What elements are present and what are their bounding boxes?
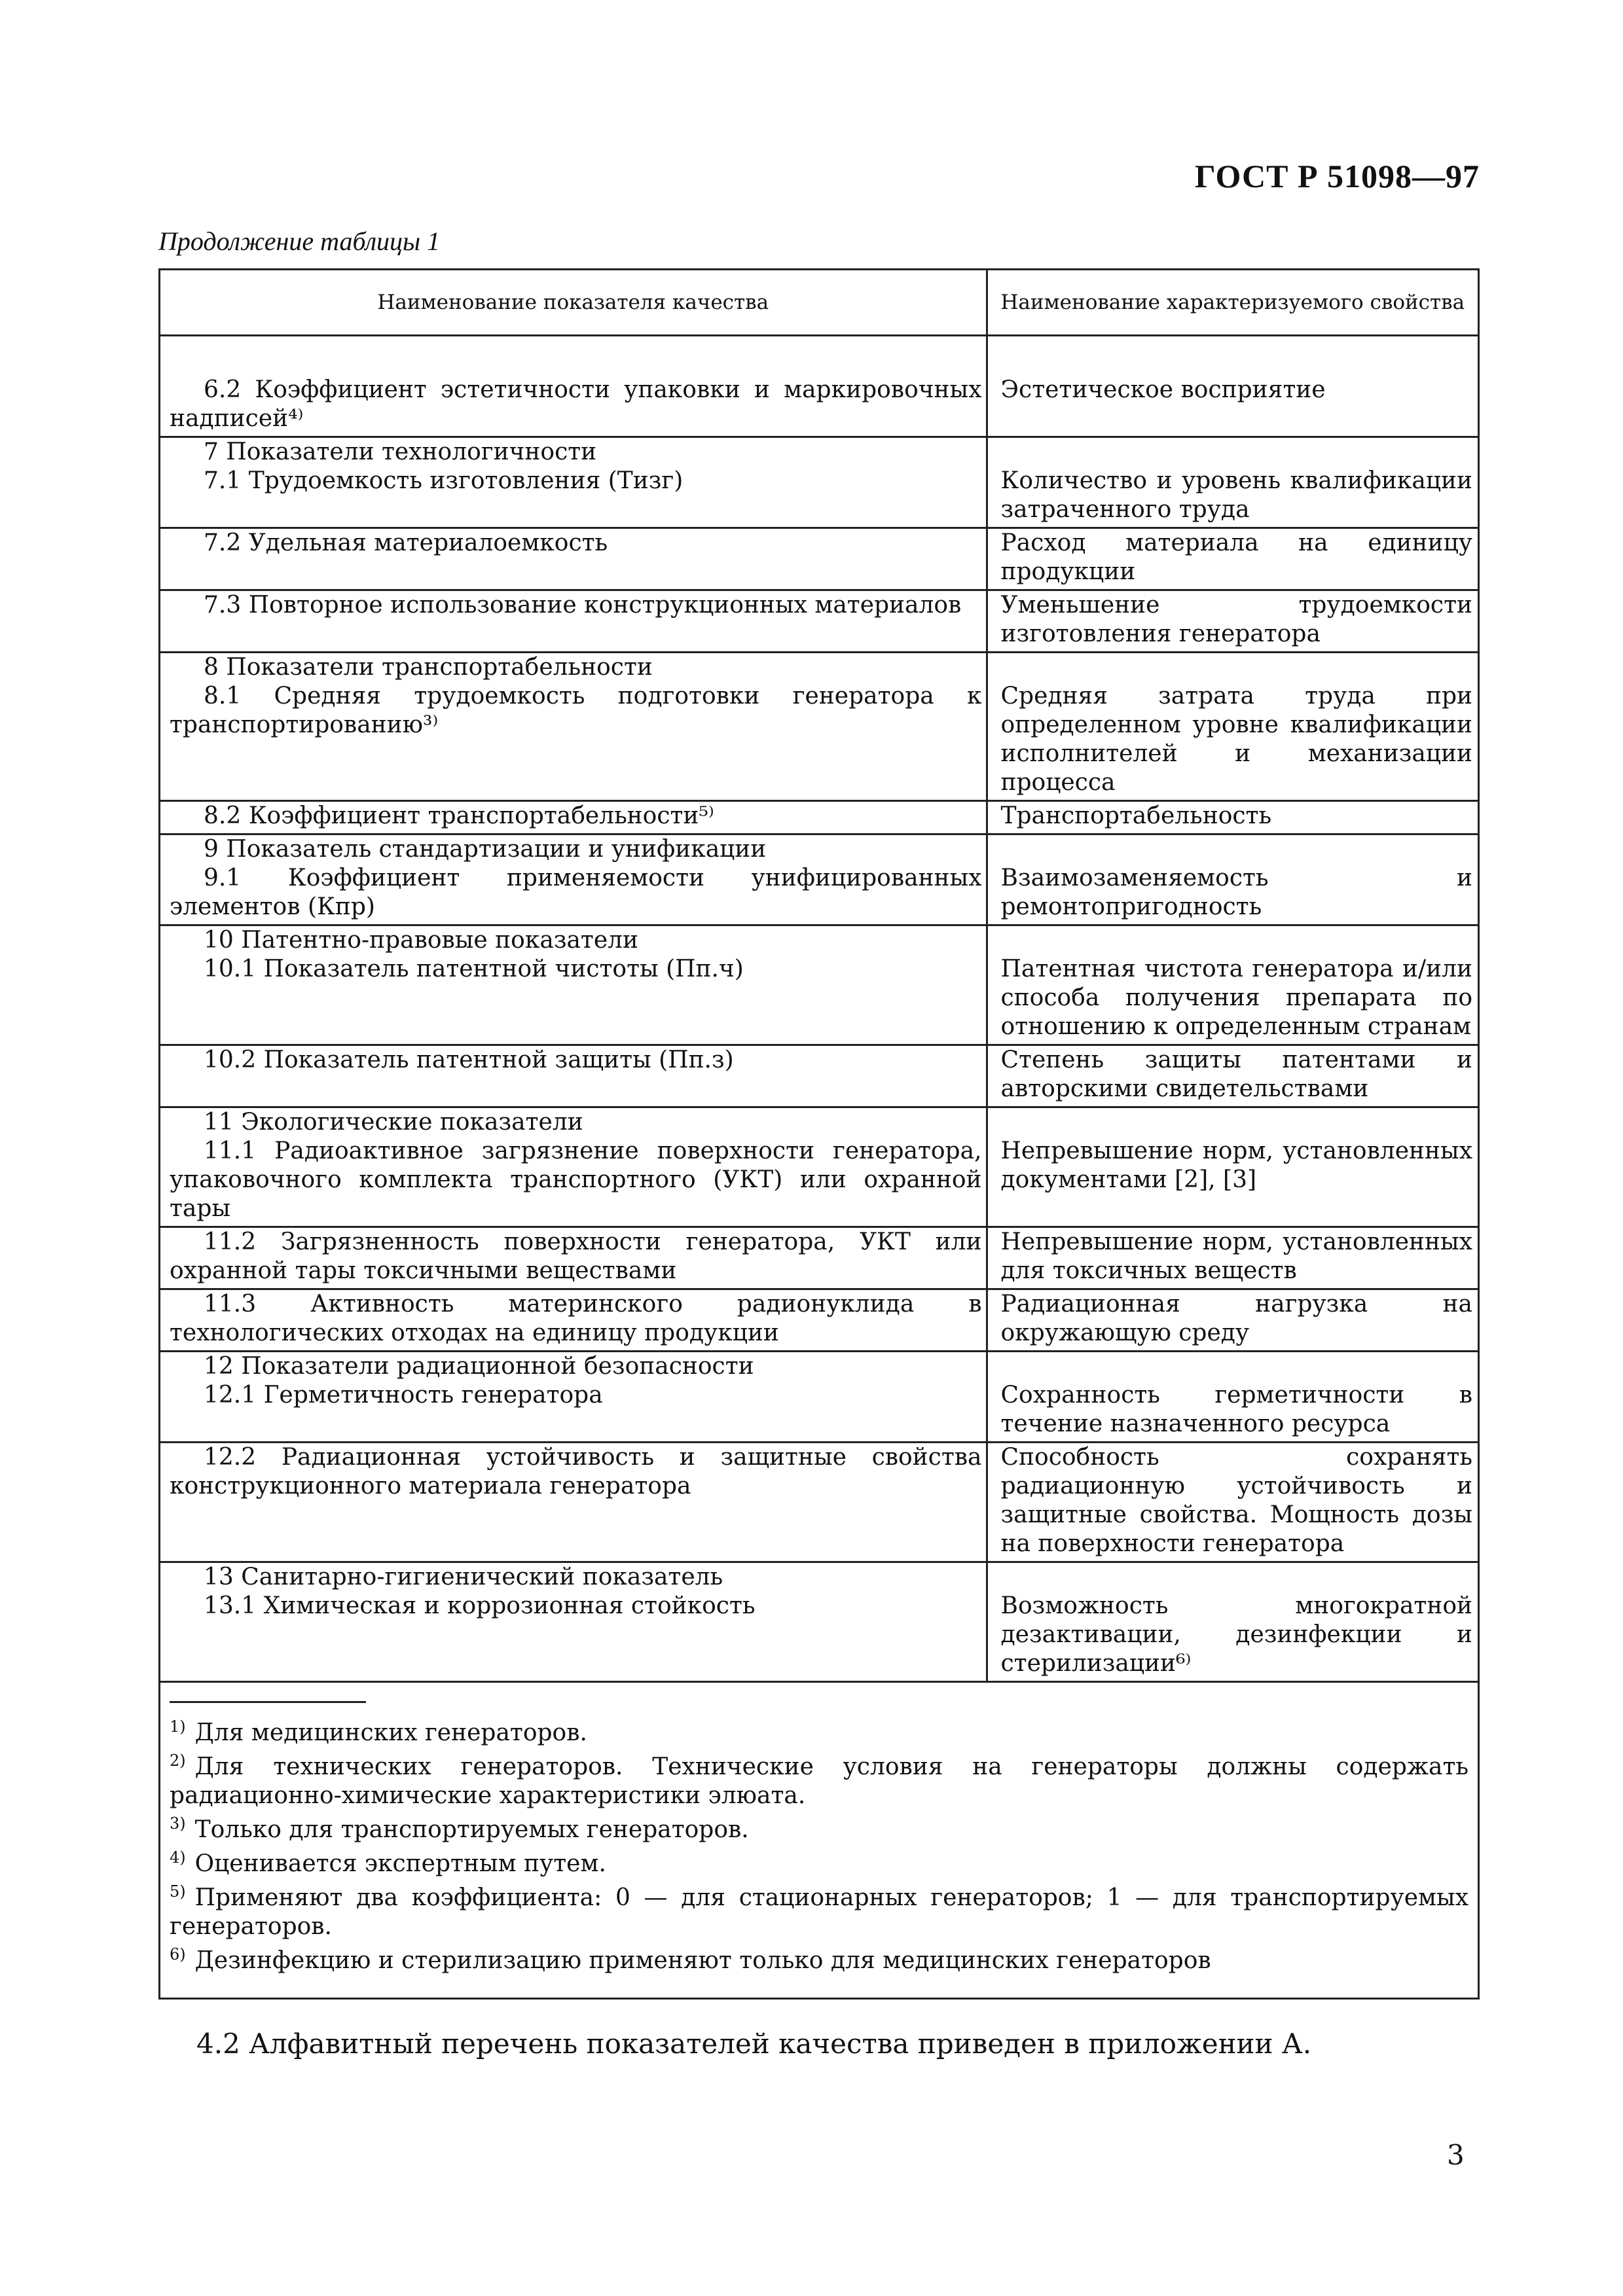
indicator-text: 10 Патентно-правовые показатели xyxy=(204,927,638,954)
property-text: Транспортабельность xyxy=(1000,802,1272,829)
property-cell xyxy=(987,1107,1478,1227)
footnote-text: Оценивается экспертным путем. xyxy=(194,1850,606,1877)
property-text: Степень защиты патентами и авторскими свидетельствами xyxy=(1000,1047,1472,1102)
indicator-text: 11.3 Активность материнского радионуклида в технологических отходах на единицу продукции xyxy=(170,1291,982,1346)
property-text: Возможность многократной дезактивации, дезинфекции и стерилизации⁶⁾ xyxy=(1000,1592,1472,1677)
indicator-cell xyxy=(160,336,987,437)
indicator-text: 12.1 Герметичность генератора xyxy=(204,1382,603,1408)
quality-indicators-table xyxy=(160,270,1478,1683)
indicator-cell xyxy=(160,653,987,801)
property-cell xyxy=(987,925,1478,1045)
indicator-text: 10.2 Показатель патентной защиты (Пп.з) xyxy=(204,1047,734,1073)
property-text: Взаимозаменяемость и ремонтопригодность xyxy=(1000,865,1472,920)
property-text xyxy=(1001,926,1473,955)
footnote xyxy=(170,1816,1468,1844)
property-text xyxy=(1001,835,1473,864)
indicator-text: 8 Показатели транспортабельности xyxy=(204,654,653,681)
table-row xyxy=(160,1107,1478,1227)
indicator-cell xyxy=(160,590,987,653)
table-row xyxy=(160,590,1478,653)
indicator-text: 7.3 Повторное использование конструкционных материалов xyxy=(204,592,962,619)
indicator-text: 11 Экологические показатели xyxy=(204,1109,583,1136)
property-cell xyxy=(987,1443,1478,1562)
property-cell xyxy=(987,590,1478,653)
footnotes xyxy=(160,1683,1478,1975)
indicator-text: 11.1 Радиоактивное загрязнение поверхности генератора, упаковочного комплекта транспортного (УКТ) или охранной тары xyxy=(170,1138,982,1222)
property-text: Эстетическое восприятие xyxy=(1000,376,1326,403)
property-text xyxy=(1001,653,1473,682)
page-number: 3 xyxy=(1447,2139,1465,2171)
table-row xyxy=(160,528,1478,590)
table-row xyxy=(160,834,1478,925)
property-cell xyxy=(987,653,1478,801)
property-cell xyxy=(987,1227,1478,1289)
property-text: Способность сохранять радиационную устойчивость и защитные свойства. Мощность дозы на поверхности генератора xyxy=(1000,1444,1472,1557)
indicator-cell xyxy=(160,925,987,1045)
indicator-text: 8.2 Коэффициент транспортабельности⁵⁾ xyxy=(204,802,714,829)
property-cell xyxy=(987,1045,1478,1107)
property-text: Непревышение норм, установленных для токсичных веществ xyxy=(1000,1229,1472,1284)
property-text: Радиационная нагрузка на окружающую среду xyxy=(1000,1291,1472,1346)
property-cell xyxy=(987,528,1478,590)
indicator-cell xyxy=(160,1352,987,1443)
indicator-cell xyxy=(160,1443,987,1562)
table-caption: Продолжение таблицы 1 xyxy=(158,226,441,256)
indicator-text: 12 Показатели радиационной безопасности xyxy=(204,1353,754,1380)
property-text: Патентная чистота генератора и/или способа получения препарата по отношению к определенным странам xyxy=(1000,956,1472,1040)
footnote-mark: 1) xyxy=(170,1717,186,1736)
indicator-cell xyxy=(160,1227,987,1289)
table-row xyxy=(160,1227,1478,1289)
indicator-text: 7.2 Удельная материалоемкость xyxy=(204,529,608,556)
footnote-text: Только для транспортируемых генераторов. xyxy=(194,1816,749,1843)
footnote-text: Применяют два коэффициента: 0 — для стационарных генераторов; 1 — для транспортируемых генераторов. xyxy=(170,1884,1468,1940)
footnote-mark: 3) xyxy=(170,1814,186,1833)
property-text xyxy=(1001,1352,1473,1381)
body-paragraph: 4.2 Алфавитный перечень показателей качества приведен в приложении А. xyxy=(196,2028,1312,2060)
table-row xyxy=(160,1289,1478,1352)
indicator-cell xyxy=(160,1562,987,1682)
table-header-row xyxy=(160,270,1478,336)
indicator-text: 10.1 Показатель патентной чистоты (Пп.ч) xyxy=(204,956,744,982)
table-row xyxy=(160,801,1478,834)
footnote xyxy=(170,1719,1468,1748)
footnote-text: Для технических генераторов. Технические условия на генераторы должны содержать радиационно-химические характеристики элюата. xyxy=(170,1753,1468,1809)
footnote xyxy=(170,1753,1468,1810)
indicator-text: 9.1 Коэффициент применяемости унифицированных элементов (Кпр) xyxy=(170,865,982,920)
property-text xyxy=(1001,438,1473,467)
footnote-text: Для медицинских генераторов. xyxy=(194,1719,587,1746)
indicator-text: 13.1 Химическая и коррозионная стойкость xyxy=(204,1592,756,1619)
indicator-cell xyxy=(160,834,987,925)
property-cell xyxy=(987,801,1478,834)
table-row xyxy=(160,437,1478,528)
property-cell xyxy=(987,1352,1478,1443)
document-code: ГОСТ Р 51098—97 xyxy=(1194,158,1480,194)
indicator-cell xyxy=(160,528,987,590)
quality-table-frame xyxy=(158,268,1480,2000)
table-row xyxy=(160,1045,1478,1107)
footnote xyxy=(170,1850,1468,1878)
property-text: Непревышение норм, установленных документами [2], [3] xyxy=(1000,1138,1472,1193)
property-text xyxy=(1001,1108,1473,1137)
property-text xyxy=(1001,1563,1473,1592)
property-cell xyxy=(987,834,1478,925)
property-cell xyxy=(987,437,1478,528)
indicator-text: 12.2 Радиационная устойчивость и защитные свойства конструкционного материала генератора xyxy=(170,1444,982,1499)
property-cell xyxy=(987,1562,1478,1682)
column-header-property: Наименование характеризуемого свойства xyxy=(987,270,1478,336)
indicator-text: 8.1 Средняя трудоемкость подготовки генератора к транспортированию³⁾ xyxy=(170,683,982,738)
property-text: Сохранность герметичности в течение назначенного ресурса xyxy=(1000,1382,1472,1437)
indicator-text: 9 Показатель стандартизации и унификации xyxy=(204,836,767,863)
table-row xyxy=(160,925,1478,1045)
footnote-divider xyxy=(170,1701,366,1703)
table-row xyxy=(160,336,1478,437)
indicator-text: 7 Показатели технологичности xyxy=(204,439,597,465)
indicator-text: 7.1 Трудоемкость изготовления (Тизг) xyxy=(204,467,684,494)
footnote-text: Дезинфекцию и стерилизацию применяют только для медицинских генераторов xyxy=(194,1947,1211,1974)
table-row xyxy=(160,653,1478,801)
footnote-mark: 2) xyxy=(170,1751,186,1770)
table-row xyxy=(160,1443,1478,1562)
indicator-cell xyxy=(160,437,987,528)
indicator-cell xyxy=(160,1289,987,1352)
indicator-cell xyxy=(160,1107,987,1227)
property-cell xyxy=(987,336,1478,437)
property-cell xyxy=(987,1289,1478,1352)
indicator-cell xyxy=(160,1045,987,1107)
table-row xyxy=(160,1562,1478,1682)
indicator-text: 6.2 Коэффициент эстетичности упаковки и маркировочных надписей⁴⁾ xyxy=(170,376,982,432)
property-text: Количество и уровень квалификации затраченного труда xyxy=(1000,467,1472,523)
column-header-indicator: Наименование показателя качества xyxy=(160,270,987,336)
property-text: Уменьшение трудоемкости изготовления генератора xyxy=(1000,592,1472,647)
property-text: Средняя затрата труда при определенном уровне квалификации исполнителей и механизации процесса xyxy=(1000,683,1472,796)
footnote xyxy=(170,1884,1468,1941)
footnote-mark: 4) xyxy=(170,1848,186,1867)
footnote-mark: 6) xyxy=(170,1945,186,1964)
indicator-text: 13 Санитарно-гигиенический показатель xyxy=(204,1564,723,1590)
property-text: Расход материала на единицу продукции xyxy=(1000,529,1472,585)
indicator-text: 11.2 Загрязненность поверхности генератора, УКТ или охранной тары токсичными веществами xyxy=(170,1229,982,1284)
indicator-cell xyxy=(160,801,987,834)
footnote-mark: 5) xyxy=(170,1882,186,1901)
footnote xyxy=(170,1946,1468,1975)
table-row xyxy=(160,1352,1478,1443)
